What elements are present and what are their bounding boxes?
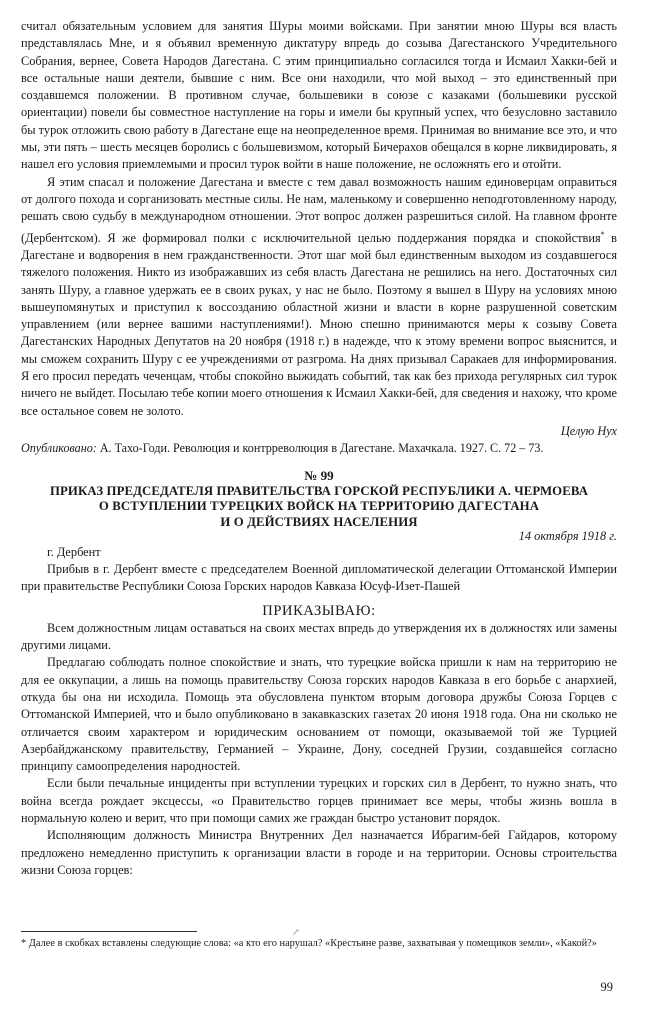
letter-signature: Целую Нух — [560, 423, 617, 438]
order-paragraph-2: Предлагаю соблюдать полное спокойствие и знать, что турецкие войска пришли к нам на территорию не для ее оккупации, а лишь на помощь правительству Союза горских народов Кавказа в его борьбе с анархией, откуда бы она ни исходила. Помощь эта обусловлена пунктом вторым договора дружбы Союза Горцев с Оттоманской Империей, что и было опубликовано в закавказских газетах 20 июня 1918 года. Она ни сколько не отличается своим характером и юридическим основанием от помощи, оказываемой той же Турцией Азербайджанскому правительству, Германией – Украине, Дону, соседней Грузии, создавшейся согласно принципу самоопределения народностей. — [21, 655, 617, 774]
document-title-line-2: О ВСТУПЛЕНИИ ТУРЕЦКИХ ВОЙСК НА ТЕРРИТОРИЮ ДАГЕСТАНА — [98, 499, 540, 514]
publication-note — [21, 440, 617, 456]
document-title — [21, 484, 617, 530]
letter-paragraph-2 — [21, 174, 617, 420]
letter-paragraph-1: считал обязательным условием для занятия Шуры моими войсками. При занятии мною Шуры вся власть представлялась Мне, и я объявил временную диктатуру впредь до созыва Дагестанского Учредительного Собрания, вернее, Совета Народов Дагестана. С этим принципиально согласился тогда и Исмаил Хакки-бей и все остальные наши деятели, бывшие с ним. Все они находили, что мой выход – это единственный при создавшемся положении. В противном случае, большевики в союзе с казаками (большевики русской ориентации) повели бы совместное наступление на горы и имели бы крупный успех, что безусловно заставило бы турок отложить свою работу в Дагестане еще на неопределенное время. Принимая во внимание все это, и что мы, эти пять – шесть месяцев боролись с большевизмом, который Бичерахов обещался в корне ликвидировать, я нашел его условия приемлемыми и просил турок войти в наше положение, не осложнять его и отойти. — [21, 19, 617, 172]
order-heading: ПРИКАЗЫВАЮ: — [262, 602, 376, 619]
footnote: * Далее в скобках вставлены следующие слова: «а кто его нарушал? «Крестьяне разве, захватывая у помещиков земли», «Какой?» — [21, 938, 597, 949]
page-body — [21, 18, 617, 879]
document-intro: Прибыв в г. Дербент вместе с председателем Военной дипломатической делегации Оттоманской Империи при правительстве Республики Союза Горских народов Кавказа Юсуф-Изет-Пашей — [21, 562, 617, 594]
publication-label: Опубликовано: — [21, 440, 97, 455]
footnote-reference-mark[interactable]: * — [600, 229, 605, 239]
order-paragraph-4: Исполняющим должность Министра Внутренних Дел назначается Ибрагим-бей Гайдаров, которому предложено немедленно приступить к организации власти в городе и на территории. Основы строительства жизни Союза горцев: — [21, 828, 617, 877]
order-paragraph-1: Всем должностным лицам оставаться на своих местах впредь до утверждения их в должностях или замены другими лицами. — [21, 620, 617, 653]
document-number: № 99 — [304, 467, 334, 483]
letter-paragraph-2-start: Я этим спасал и положение Дагестана и вместе с тем давал возможность нашим единоверцам оправиться от долгого похода и сорганизовать местные силы. Не нам, маленькому и совершенно неподготовленному народу, решать свою судьбу в международном отношении. Этот вопрос должен разрешиться силой. На главном фронте (Дербентском). Я же формировал полки с исключительной целью поддержания порядка и спокойствия — [21, 174, 617, 245]
page-number: 99 — [600, 980, 613, 994]
footnote-divider — [21, 931, 197, 932]
document-title-line-3: И О ДЕЙСТВИЯХ НАСЕЛЕНИЯ — [220, 514, 418, 529]
letter-paragraph-2-end: в Дагестане и водворения в нем гражданственности. Этот шаг мой был единственным выходом из создавшегося тяжелого положения. Никто из изображавших из себя власть Дагестана не решились на него. Достаточных сил занять Шуру, а главное удержать ее в своих руках, у нас не было. Поэтому я вышел в Шуру на условиях мною вышеупомянутых и приступил к воссозданию областной жизни и власти в корне разрушенной советским управлением (или вернее вашими наступлениями!). Мною спешно принимаются меры к созыву Совета Дагестанских Народных Депутатов на 20 ноября (1918 г.) в надежде, что к этому времени вопрос выяснится, и мы сможем сохранить Шуру с ее учреждениями от разгрома. На днях призывал Саракаев для информирования. Я его просил передать чеченцам, чтобы спокойно выжидать событий, так как без прихода регулярных сил турок ничего не выйдет. Посылаю тебе копии моего отношения к Исмаил Хакки-бей, для сведения и нахожу, что кроме все остальное совем не золото. — [21, 230, 617, 418]
document-place: г. Дербент — [47, 545, 101, 560]
document-title-line-1: ПРИКАЗ ПРЕДСЕДАТЕЛЯ ПРАВИТЕЛЬСТВА ГОРСКОЙ РЕСПУБЛИКИ А. ЧЕРМОЕВА — [49, 483, 589, 498]
order-paragraph-3: Если были печальные инциденты при вступлении турецких и горских сил в Дербент, то нужно знать, что война всегда рождает эксцессы, «о Правительство горцев принимает все меры, чтобы жизнь вошла в нормальную колею и верит, что при помощи самих же граждан быстро установит порядок. — [21, 776, 617, 826]
cursor-mark-icon: ↗ — [292, 927, 300, 937]
publication-text: А. Тахо-Годи. Революция и контрреволюция в Дагестане. Махачкала. 1927. С. 72 – 73. — [99, 440, 544, 455]
document-date: 14 октября 1918 г. — [518, 529, 617, 544]
